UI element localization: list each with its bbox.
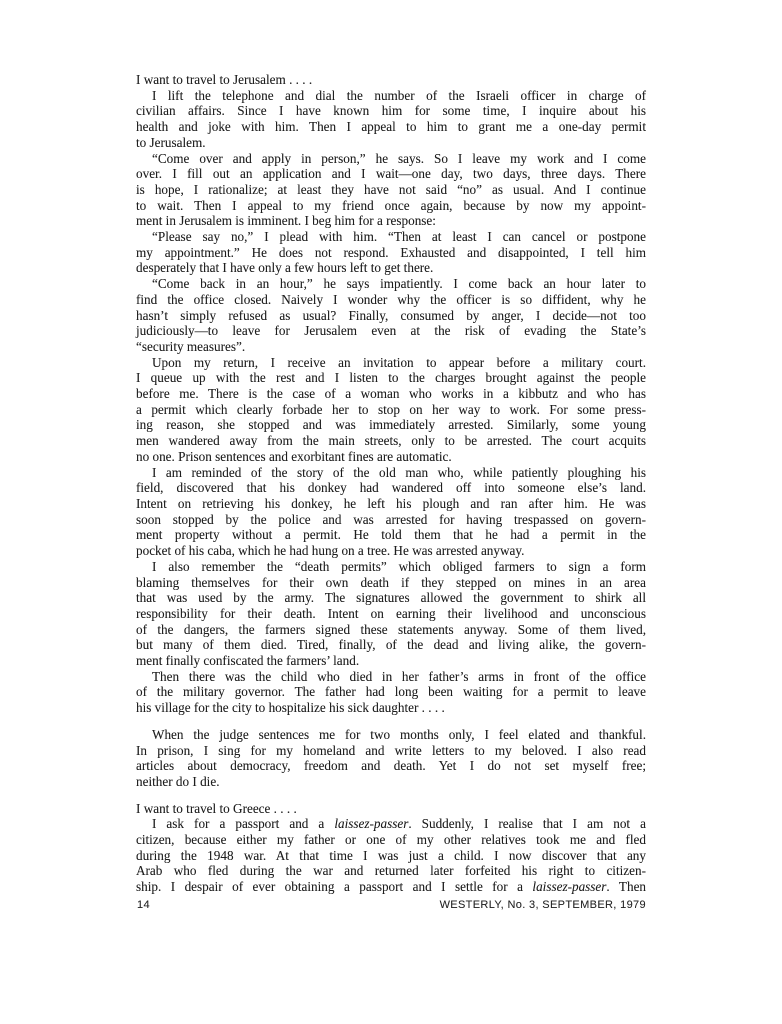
text-line [136, 480, 646, 496]
text-segment: health and joke with him. Then I appeal to him to grant me a one-day permit [136, 119, 646, 135]
paragraph [136, 355, 646, 465]
paragraph [136, 727, 646, 790]
text-line [136, 832, 646, 848]
text-segment: Then there was the child who died in her father’s arms in front of the office [152, 668, 646, 684]
text-segment: I queue up with the rest and I listen to the charges brought against the people [136, 370, 646, 386]
text-line [136, 543, 646, 559]
text-line [136, 308, 646, 324]
text-line [136, 292, 646, 308]
text-line [136, 758, 646, 774]
text-segment: ing reason, she stopped and was immediately arrested. Similarly, some young [136, 417, 646, 433]
page-number: 14 [137, 899, 150, 911]
text-segment: to wait. Then I appeal to my friend once again, because by now my appoint- [136, 197, 646, 213]
text-line [136, 527, 646, 543]
text-line [136, 323, 646, 339]
text-line [136, 622, 646, 638]
text-segment: responsibility for their death. Intent on earning their livelihood and unconscious [136, 605, 646, 621]
text-line [136, 700, 646, 716]
text-line [136, 590, 646, 606]
text-line [136, 198, 646, 214]
text-line [136, 229, 646, 245]
text-segment: hasn’t simply refused as usual? Finally, consumed by anger, I decide—not too [136, 307, 646, 323]
text-segment: I ask for a passport and a [152, 816, 335, 832]
text-line [136, 355, 646, 371]
text-segment: ment finally confiscated the farmers’ land. [136, 653, 360, 669]
text-line [136, 465, 646, 481]
text-segment: civilian affairs. Since I have known him for some time, I inquire about his [136, 103, 646, 119]
text-line [136, 103, 646, 119]
text-line [136, 606, 646, 622]
text-line [136, 135, 646, 151]
text-segment: his village for the city to hospitalize his sick daughter . . . . [136, 700, 445, 716]
text-segment: Intent on retrieving his donkey, he left his plough and ran after him. He was [136, 495, 646, 511]
text-segment: When the judge sentences me for two months only, I feel elated and thankful. [152, 726, 646, 742]
journal-running-footer: WESTERLY, No. 3, SEPTEMBER, 1979 [439, 899, 646, 911]
text-line [136, 276, 646, 292]
text-segment: . Then [606, 879, 647, 895]
text-line [136, 637, 646, 653]
text-segment: ment property without a permit. He told them that he had a permit in the [136, 527, 646, 543]
text-line [136, 575, 646, 591]
text-line [136, 496, 646, 512]
text-segment: Arab who fled during the war and returned later forfeited his right to citizen- [136, 863, 646, 879]
text-line [136, 863, 646, 879]
page-body-text [136, 72, 646, 895]
paragraph [136, 72, 646, 88]
paragraph [136, 559, 646, 669]
text-segment: “Please say no,” I plead with him. “Then at least I can cancel or postpone [152, 229, 646, 245]
text-segment: I lift the telephone and dial the number of the Israeli officer in charge of [152, 87, 646, 103]
text-line [136, 433, 646, 449]
italic-text-segment: laissez-passer [532, 879, 607, 895]
text-line [136, 801, 646, 817]
text-line [136, 417, 646, 433]
text-segment: In prison, I sing for my homeland and write letters to my beloved. I also read [136, 742, 646, 758]
text-line [136, 727, 646, 743]
text-segment: judiciously—to leave for Jerusalem even at the risk of evading the State’s [136, 323, 646, 339]
text-segment: . Suddenly, I realise that I am not a [408, 816, 646, 832]
text-segment: I also remember the “death permits” which obliged farmers to sign a form [152, 558, 646, 574]
text-line [136, 88, 646, 104]
text-line [136, 816, 646, 832]
text-line [136, 684, 646, 700]
paragraph [136, 88, 646, 151]
text-segment: a permit which clearly forbade her to stop on her way to work. For some press- [136, 401, 646, 417]
text-segment: “security measures”. [136, 338, 246, 354]
italic-text-segment: laissez-passer [334, 816, 409, 832]
paragraph [136, 465, 646, 559]
text-line [136, 119, 646, 135]
text-line [136, 512, 646, 528]
text-segment: field, discovered that his donkey had wandered off into someone else’s land. [136, 480, 646, 496]
text-line [136, 449, 646, 465]
text-line [136, 213, 646, 229]
text-segment: that was used by the army. The signatures allowed the government to shirk all [136, 590, 646, 606]
text-line [136, 743, 646, 759]
text-segment: I am reminded of the story of the old man who, while patiently ploughing his [152, 464, 646, 480]
text-segment: I want to travel to Greece . . . . [136, 800, 297, 816]
paragraph [136, 801, 646, 817]
paragraph [136, 669, 646, 716]
text-line [136, 182, 646, 198]
text-segment: no one. Prison sentences and exorbitant fines are automatic. [136, 448, 452, 464]
text-segment: my appointment.” He does not respond. Exhausted and disappointed, I tell him [136, 244, 646, 260]
text-line [136, 848, 646, 864]
text-line [136, 151, 646, 167]
paragraph [136, 276, 646, 355]
text-line [136, 559, 646, 575]
text-line [136, 774, 646, 790]
text-line [136, 386, 646, 402]
text-segment: neither do I die. [136, 773, 220, 789]
text-line [136, 260, 646, 276]
paragraph [136, 816, 646, 895]
text-segment: ment in Jerusalem is imminent. I beg him for a response: [136, 213, 436, 229]
text-segment: desperately that I have only a few hours left to get there. [136, 260, 434, 276]
paragraph [136, 229, 646, 276]
text-segment: “Come over and apply in person,” he says. So I leave my work and I come [152, 150, 646, 166]
text-segment: of the military governor. The father had long been waiting for a permit to leave [136, 684, 646, 700]
text-segment: articles about democracy, freedom and death. Yet I do not set myself free; [136, 758, 646, 774]
text-segment: pocket of his caba, which he had hung on a tree. He was arrested anyway. [136, 543, 525, 559]
text-line [136, 72, 646, 88]
text-segment: blaming themselves for their own death if they stepped on mines in an area [136, 574, 646, 590]
text-segment: of the dangers, the farmers signed these statements anyway. Some of them lived, [136, 621, 646, 637]
text-line [136, 166, 646, 182]
text-segment: find the office closed. Naively I wonder why the officer is so diffident, why he [136, 291, 646, 307]
text-line [136, 339, 646, 355]
page-footer [137, 899, 646, 911]
text-segment: during the 1948 war. At that time I was just a child. I now discover that any [136, 847, 646, 863]
text-segment: to Jerusalem. [136, 134, 206, 150]
text-segment: men wandered away from the main streets, only to be arrested. The court acquits [136, 433, 646, 449]
text-line [136, 653, 646, 669]
text-line [136, 245, 646, 261]
text-segment: is hope, I rationalize; at least they have not said “no” as usual. And I continue [136, 181, 646, 197]
text-line [136, 669, 646, 685]
paragraph [136, 151, 646, 230]
text-segment: ship. I despair of ever obtaining a passport and I settle for a [136, 879, 533, 895]
text-segment: but many of them died. Tired, finally, of the dead and living alike, the govern- [136, 637, 646, 653]
text-segment: “Come back in an hour,” he says impatiently. I come back an hour later to [152, 276, 646, 292]
text-segment: soon stopped by the police and was arrested for having trespassed on govern- [136, 511, 646, 527]
text-line [136, 402, 646, 418]
text-segment: over. I fill out an application and I wait—one day, two days, three days. There [136, 166, 646, 182]
text-segment: before me. There is the case of a woman who works in a kibbutz and who has [136, 386, 646, 402]
text-segment: I want to travel to Jerusalem . . . . [136, 72, 313, 87]
text-line [136, 879, 646, 895]
text-segment: Upon my return, I receive an invitation to appear before a military court. [152, 354, 646, 370]
text-segment: citizen, because either my father or one of my other relatives took me and fled [136, 832, 646, 848]
text-line [136, 370, 646, 386]
